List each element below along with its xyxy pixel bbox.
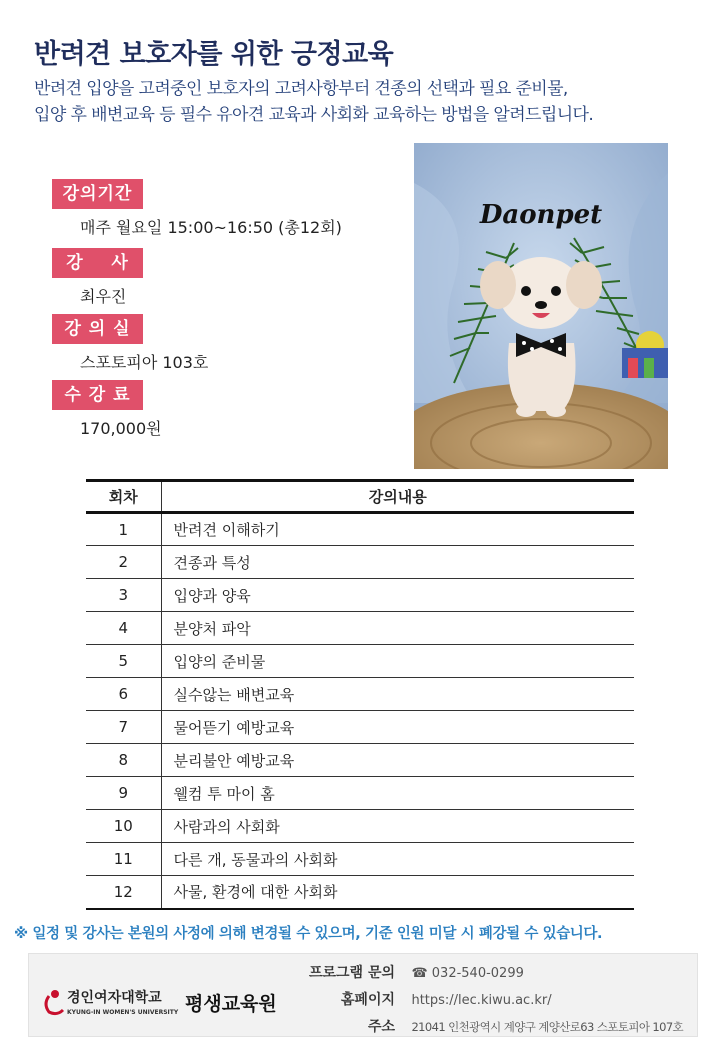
homepage-link[interactable]: https://lec.kiwu.ac.kr/	[411, 993, 552, 1008]
session-content: 물어뜯기 예방교육	[161, 711, 634, 744]
table-row	[86, 546, 634, 579]
session-content: 웰컴 투 마이 홈	[161, 777, 634, 810]
intro-text	[34, 76, 694, 128]
footer-address	[299, 1016, 683, 1036]
university-emblem-icon	[46, 990, 63, 1014]
session-content: 분리불안 예방교육	[161, 744, 634, 777]
address-label: 주소	[367, 1019, 395, 1035]
session-content: 반려견 이해하기	[161, 513, 634, 546]
session-no: 4	[86, 612, 161, 645]
table-row	[86, 876, 634, 909]
page-title: 반려견 보호자를 위한 긍정교육	[34, 39, 394, 70]
table-row	[86, 612, 634, 645]
table-header-row	[86, 481, 634, 513]
course-table	[86, 479, 634, 910]
university-logo	[39, 980, 309, 1020]
session-no: 7	[86, 711, 161, 744]
fee-value: 170,000원	[80, 419, 162, 438]
intro-line-2: 입양 후 배변교육 등 필수 유아견 교육과 사회화 교육하는 방법을 알려드립니다.	[34, 105, 594, 125]
inquiry-label: 프로그램 문의	[308, 965, 395, 981]
info-fee	[52, 380, 162, 438]
info-room	[52, 314, 209, 372]
table-row	[86, 777, 634, 810]
notice-text: ※ 일정 및 강사는 본원의 사정에 의해 변경될 수 있으며, 기준 인원 미달 시 폐강될 수 있습니다.	[14, 926, 603, 942]
logo-univ-en-text: KYUNG-IN WOMEN'S UNIVERSITY	[67, 1009, 179, 1016]
session-no: 9	[86, 777, 161, 810]
session-content: 분양처 파악	[161, 612, 634, 645]
session-content: 견종과 특성	[161, 546, 634, 579]
table-row	[86, 843, 634, 876]
table-row	[86, 810, 634, 843]
session-content: 사물, 환경에 대한 사회화	[161, 876, 634, 909]
fee-label: 수 강 료	[52, 380, 143, 410]
period-label: 강의기간	[52, 179, 143, 209]
session-no: 2	[86, 546, 161, 579]
dog-photo-illustration	[414, 143, 668, 469]
table-row	[86, 744, 634, 777]
session-no: 8	[86, 744, 161, 777]
session-no: 10	[86, 810, 161, 843]
inquiry-value: 032-540-0299	[431, 966, 524, 981]
instructor-value: 최우진	[80, 287, 127, 306]
table-row	[86, 579, 634, 612]
table-row	[86, 645, 634, 678]
session-no: 5	[86, 645, 161, 678]
instructor-label: 강 사	[52, 248, 143, 278]
photo-sign-text: Daonpet	[479, 200, 603, 230]
period-value: 매주 월요일 15:00~16:50 (총12회)	[80, 218, 342, 237]
info-instructor	[52, 248, 143, 306]
footer	[28, 953, 698, 1037]
footer-inquiry	[299, 962, 524, 982]
info-period	[52, 179, 342, 237]
session-content: 입양과 양육	[161, 579, 634, 612]
logo-univ-text: 경인여자대학교	[67, 990, 162, 1006]
logo-institute-text: 평생교육원	[185, 993, 277, 1015]
session-content: 사람과의 사회화	[161, 810, 634, 843]
session-content: 다른 개, 동물과의 사회화	[161, 843, 634, 876]
room-label: 강 의 실	[52, 314, 143, 344]
intro-line-1: 반려견 입양을 고려중인 보호자의 고려사항부터 견종의 선택과 필요 준비물,	[34, 79, 568, 99]
table-row	[86, 513, 634, 546]
room-value: 스포토피아 103호	[80, 353, 209, 372]
address-value: 21041 인천광역시 계양구 계양산로63 스포토피아 107호	[411, 1020, 684, 1034]
session-no: 12	[86, 876, 161, 909]
session-content: 입양의 준비물	[161, 645, 634, 678]
homepage-label: 홈페이지	[340, 992, 395, 1008]
session-no: 3	[86, 579, 161, 612]
session-no: 1	[86, 513, 161, 546]
table-row	[86, 678, 634, 711]
session-no: 11	[86, 843, 161, 876]
phone-icon: ☎	[411, 966, 432, 981]
col-session-header: 회차	[86, 481, 161, 513]
col-content-header: 강의내용	[161, 481, 634, 513]
session-content: 실수않는 배변교육	[161, 678, 634, 711]
footer-homepage	[299, 989, 552, 1009]
session-no: 6	[86, 678, 161, 711]
dog-photo	[414, 143, 668, 469]
table-row	[86, 711, 634, 744]
